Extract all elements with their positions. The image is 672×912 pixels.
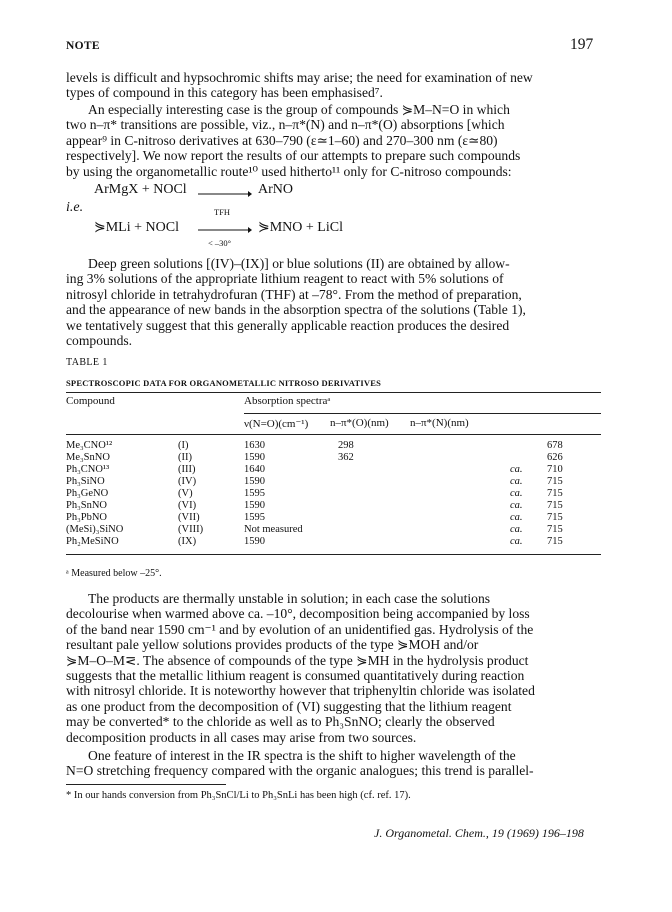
temperature-label: < –30° [208,238,232,248]
cell-compound: Ph₃GeNO [66,488,109,499]
equation-2-reactants: ⋟MLi + NOCl [94,220,179,235]
cell-id: (VII) [178,512,200,523]
cell-npi-n: 715 [547,524,563,535]
ie-label: i.e. [66,200,84,215]
paragraph-products [66,591,601,745]
cell-nu: 1630 [244,440,265,451]
cell-npi-n: 678 [547,440,563,451]
cell-id: (IV) [178,476,197,487]
table-caption: SPECTROSCOPIC DATA FOR ORGANOMETALLIC NITROSO DERIVATIVES [66,378,382,388]
cell-nu: Not measured [244,524,303,535]
page-footnote: * In our hands conversion from Ph₃SnCl/Li to Ph₃SnLi has been high (cf. ref. 17). [66,790,411,801]
cell-npi-n: 626 [547,452,563,463]
cell-compound: Ph₃PbNO [66,512,108,523]
equation-1-product: ArNO [258,182,293,197]
table-header-nu: ν(N=O)(cm⁻¹) [244,418,309,430]
reaction-arrow-2 [198,226,252,234]
table-top-rule [66,392,601,393]
text-line: we tentatively suggest that this generally applicable reaction produces the desired [66,317,510,333]
cell-compound: Ph₃SnNO [66,500,108,511]
cell-approx: ca. [510,500,523,511]
equation-2-products: ⋟MNO + LiCl [258,220,343,235]
text-line: by using the organometallic route¹⁰ used hitherto¹¹ only for C-nitroso compounds: [66,163,512,179]
text-line: two n–π* transitions are possible, viz., n–π*(N) and n–π*(O) absorptions [which [66,117,505,133]
cell-approx: ca. [510,476,523,487]
text-line: nitrosyl chloride in tetrahydrofuran (THF) at –78°. From the method of preparation, [66,286,522,302]
text-line: N=O stretching frequency compared with the organic analogues; this trend is parallel- [66,763,534,779]
cell-id: (III) [178,464,196,475]
table-subheader-rule [244,413,601,414]
text-line: resultant pale yellow solutions provides products of the type ⋟MOH and/or [66,637,479,653]
text-line: suggests that the metallic lithium reagent is consumed quantitatively during reaction [66,668,525,684]
cell-nu: 1640 [244,464,265,475]
text-line: respectively]. We now report the results of our attempts to prepare such compounds [66,148,521,164]
text-line: of the band near 1590 cm⁻¹ and by evolution of an unidentified gas. Hydrolysis of the [66,621,534,637]
text-line: ⋟M–O–M⋜. The absence of compounds of the type ⋟MH in the hydrolysis product [66,652,529,668]
cell-id: (I) [178,440,189,451]
text-line: and the appearance of new bands in the absorption spectra of the solutions (Table 1), [66,302,526,318]
cell-nu: 1590 [244,452,265,463]
text-line: decolourise when warmed above ca. –10°, decomposition being accompanied by loss [66,606,530,622]
text-line: The products are thermally unstable in solution; in each case the solutions [88,591,491,606]
cell-compound: Me₃SnNO [66,452,110,463]
table-header-rule [66,434,601,435]
text-line: types of compound in this category has been emphasised⁷. [66,85,383,101]
text-line: as one product from the decomposition of (VI) suggesting that the lithium reagent [66,698,512,714]
text-line: compounds. [66,333,133,349]
journal-citation: J. Organometal. Chem., 19 (1969) 196–198 [374,826,584,840]
cell-npi-n: 715 [547,500,563,511]
cell-npi-n: 710 [547,464,563,475]
cell-nu: 1590 [244,536,265,547]
paragraph-continued [66,70,601,101]
cell-npi-n: 715 [547,536,563,547]
cell-id: (VI) [178,500,197,511]
text-line: One feature of interest in the IR spectra is the shift to higher wavelength of the [88,748,516,763]
cell-approx: ca. [510,536,523,547]
cell-npi-n: 715 [547,512,563,523]
text-line: ing 3% solutions of the appropriate lithium reagent to react with 5% solutions of [66,271,504,287]
text-line: levels is difficult and hypsochromic shifts may arise; the need for examination of new [66,70,533,85]
text-line: with nitrosyl chloride. It is noteworthy however that triphenyltin chloride was isolated [66,683,535,699]
text-line: decomposition products in all cases may arise from two sources. [66,729,417,745]
cell-nu: 1595 [244,512,265,523]
cell-id: (IX) [178,536,197,547]
paragraph-ir-spectra [66,748,601,779]
cell-npi-n: 715 [547,488,563,499]
cell-approx: ca. [510,524,523,535]
running-header-label: NOTE [66,40,100,52]
paragraph-nitroso-compounds [66,102,601,179]
table-footnote: ᵃ Measured below –25°. [66,568,162,579]
cell-compound: Ph₃CNO¹³ [66,464,110,475]
cell-id: (II) [178,452,192,463]
text-line: Deep green solutions [(IV)–(IX)] or blue solutions (II) are obtained by allow- [88,256,510,271]
solvent-label: TFH [214,207,231,217]
equation-1-reactants: ArMgX + NOCl [94,182,187,197]
cell-nu: 1590 [244,500,265,511]
table-bottom-rule [66,554,601,555]
table-header-compound: Compound [66,395,115,407]
cell-npi-o: 362 [338,452,354,463]
cell-compound: Ph₂MeSiNO [66,536,119,547]
cell-approx: ca. [510,464,523,475]
cell-nu: 1590 [244,476,265,487]
page-number: 197 [570,36,594,53]
cell-approx: ca. [510,512,523,523]
cell-npi-n: 715 [547,476,563,487]
cell-nu: 1595 [244,488,265,499]
cell-compound: Ph₃SiNO [66,476,105,487]
text-line: appear⁹ in C-nitroso derivatives at 630–790 (ε≃1–60) and 270–300 nm (ε≃80) [66,132,498,148]
cell-npi-o: 298 [338,440,354,451]
text-line: may be converted* to the chloride as well as to Ph₃SnNO; clearly the observed [66,714,495,730]
paragraph-solutions [66,256,601,348]
cell-id: (V) [178,488,193,499]
table-header-npi-n: n–π*(N)(nm) [410,417,469,429]
cell-compound: Me₃CNO¹² [66,440,113,451]
table-header-npi-o: n–π*(O)(nm) [330,417,389,429]
footnote-rule [66,784,226,785]
table-label: TABLE 1 [66,357,108,368]
reaction-arrow-1 [198,190,252,198]
table-header-absorption: Absorption spectraᵃ [244,395,331,407]
text-line: An especially interesting case is the group of compounds ⋟M–N=O in which [88,102,510,117]
cell-compound: (MeSi)₃SiNO [66,524,124,535]
cell-id: (VIII) [178,524,204,535]
cell-approx: ca. [510,488,523,499]
